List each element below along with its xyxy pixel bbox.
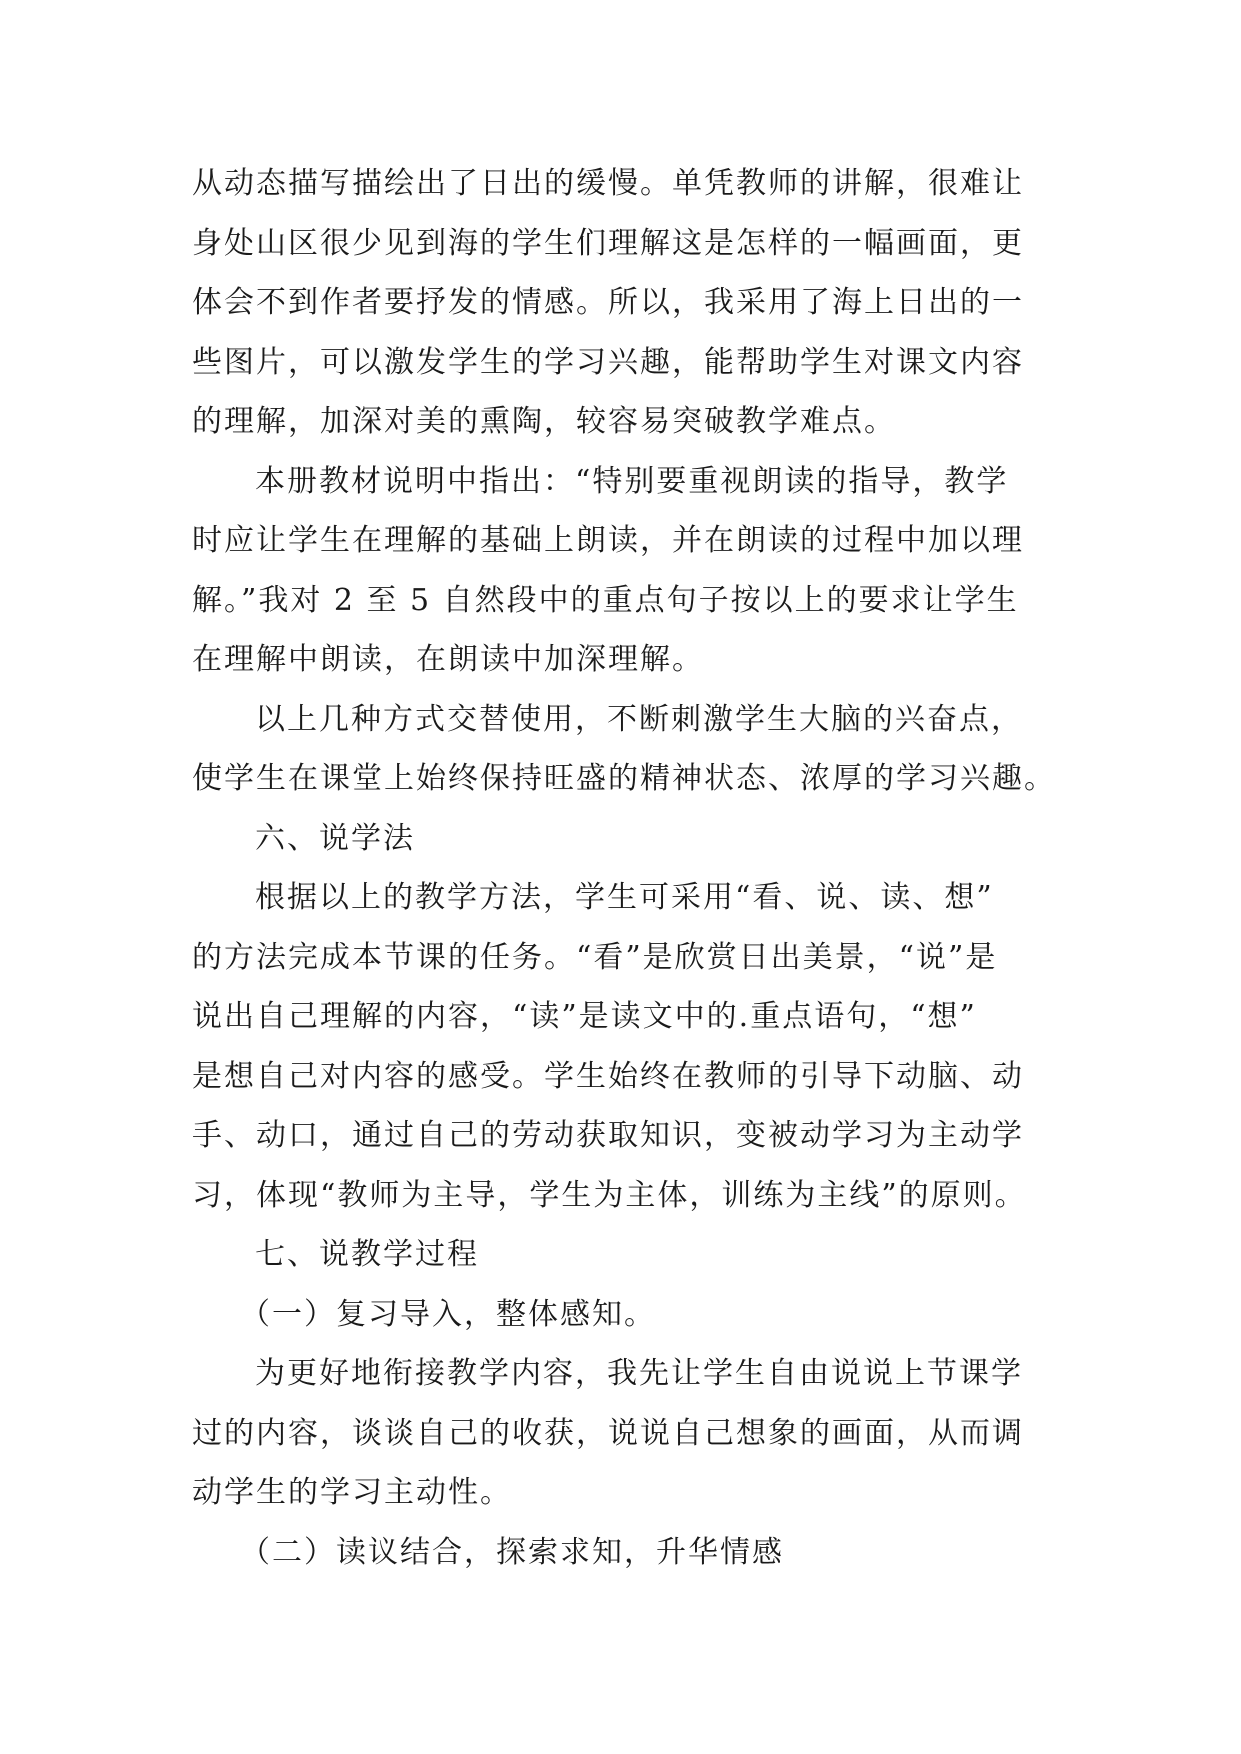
subsection-heading: （二）读议结合，探索求知，升华情感 (240, 1534, 784, 1570)
section-heading: 六、说学法 (255, 820, 415, 856)
text-line: 身处山区很少见到海的学生们理解这是怎样的一幅画面，更 (192, 225, 1024, 261)
text-line: 的理解，加深对美的熏陶，较容易突破教学难点。 (192, 404, 896, 439)
section-heading: 七、说教学过程 (255, 1237, 479, 1272)
text-line: 体会不到作者要抒发的情感。所以，我采用了海上日出的一 (192, 285, 1024, 320)
text-line: 过的内容，谈谈自己的收获，说说自己想象的画面，从而调 (192, 1415, 1024, 1451)
text-line: 时应让学生在理解的基础上朗读，并在朗读的过程中加以理 (192, 523, 1024, 558)
paragraph-start-line: 以上几种方式交替使用，不断刺激学生大脑的兴奋点， (255, 701, 1023, 737)
text-line: 使学生在课堂上始终保持旺盛的精神状态、浓厚的学习兴趣。 (192, 761, 1056, 796)
text-line: 是想自己对内容的感受。学生始终在教师的引导下动脑、动 (192, 1058, 1024, 1094)
text-line: 动学生的学习主动性。 (192, 1475, 512, 1510)
text-line: 的方法完成本节课的任务。“看”是欣赏日出美景，“说”是 (192, 939, 998, 975)
document-body (192, 154, 1056, 1582)
text-line: 些图片，可以激发学生的学习兴趣，能帮助学生对课文内容 (192, 344, 1024, 380)
subsection-heading: （一）复习导入，整体感知。 (240, 1296, 656, 1332)
text-line: 解。”我对 2 至 5 自然段中的重点句子按以上的要求让学生 (192, 582, 1019, 618)
text-line: 从动态描写描绘出了日出的缓慢。单凭教师的讲解，很难让 (192, 166, 1024, 201)
text-line: 习，体现“教师为主导，学生为主体，训练为主线”的原则。 (192, 1177, 1027, 1213)
paragraph-start-line: 本册教材说明中指出：“特别要重视朗读的指导，教学 (255, 463, 1009, 499)
text-line: 说出自己理解的内容，“读”是读文中的.重点语句，“想” (192, 999, 977, 1034)
paragraph-start-line: 为更好地衔接教学内容，我先让学生自由说说上节课学 (255, 1356, 1023, 1391)
text-line: 手、动口，通过自己的劳动获取知识，变被动学习为主动学 (192, 1118, 1024, 1153)
text-line: 在理解中朗读，在朗读中加深理解。 (192, 642, 704, 677)
paragraph-start-line: 根据以上的教学方法，学生可采用“看、说、读、想” (255, 880, 994, 915)
